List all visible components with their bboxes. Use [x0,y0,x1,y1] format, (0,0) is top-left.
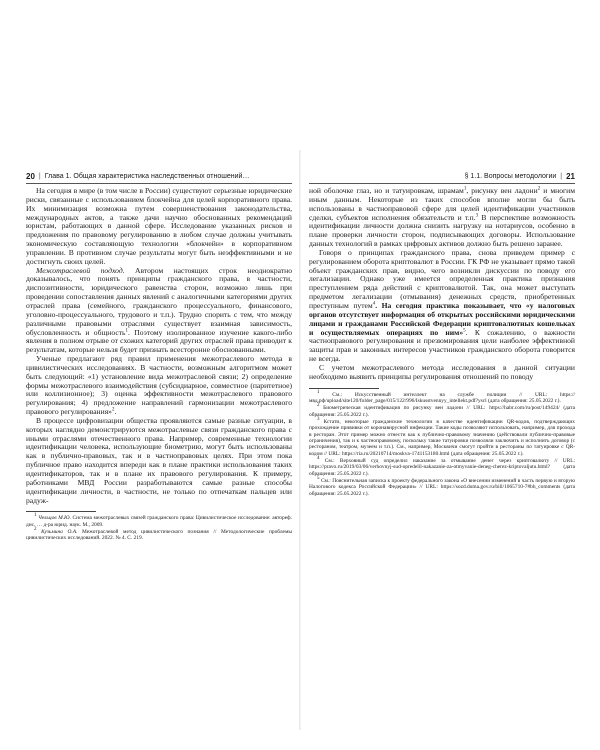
footnote: $^4$ См.: Верховный суд определил наказание за отмывание денег через криптовалюту // URL: https://pravo.ru/2019/03/06/verhovnyj-sud-opredelil-nakazanie-za-otmyvanie-deneg-cherez-kriptovaljutu.html? (дата обращения: 25.05.2022 г.). [309,456,575,477]
footnote-rule [309,388,379,389]
left-page-number: 20 [26,172,35,181]
footnote: $^2$ Биометрическая идентификация по рисунку вен ладони // URL: https://habr.com/ru/post/149424/ (дата обращения: 25.05.2022 г.). [309,403,575,418]
footnote: $^1$ Чельцов М.Ю. Система межотраслевых связей гражданского права: Цивилистическое исследование: автореф. дис. … д-ра юрид. наук. М., 2009. [26,513,292,528]
page-gutter [299,150,301,730]
footnote-rule [26,511,96,512]
footnote-ref: 1 [125,327,129,333]
running-head-separator: | [38,173,41,180]
right-page-number: 21 [566,172,575,181]
footnote: $^1$ См.: Искусственный интеллект на службе полиции // URL: https://мвд.рф/upload/site120/folder_page/015/122/996/Iskusstvennyy_intellekt.pdf?yscl (дата обращения: 25.05.2022 г.). [309,389,575,404]
running-head-separator: | [560,173,563,180]
footnote-ref: 3 [475,213,479,218]
footnote-ref: 5 [463,327,466,333]
footnote-ref: 1 [463,186,467,192]
paragraph: ной оболочке глаз, но и татуировкам, шрамам$^1$, рисунку вен ладони$^2$ и многим иным данным. Некоторые из таких способов вполне могли бы быть использованы в частноправовой сфере для целей идентификации участников сделки, субъектов исполнения обязательств и т.п.$^3$ В перспективе возможность идентификации личности должна снизить нагрузку на нотариусов, особенно в плане проверки личности сторон, подписывающих договоры. Использование данных технологий в рамках цифровых активов должно быть решено заранее. [309,186,576,249]
bold-passage: . На сегодня практика показывает, что «у налоговых органов отсутствует информация об открытых российскими юридическими лицами и гражданами Российской Федерации криптовалютных кошельках и осуществляемых операциях по ним» [309,300,575,337]
right-running-head [309,172,575,184]
footnote: $^2$ Кузьмина О.А. Межотраслевой метод цивилистического познания // Методологические проблемы цивилистических исследований. 2022. № 4. С. 219. [26,527,292,542]
paragraph: Ученые предлагают ряд правил применения межотраслевого метода в цивилистических исследованиях. В частности, возможным алгоритмом может быть следующий: «1) установление вида межотраслевой связи; 2) определение формы межотраслевого взаимодействия (субсидиарное, совместное (паритетное) или коллизионное); 3) оценка эффективности межотраслевого правового регулирования; 4) предложение направлений гармонизации межотраслевого правового регулирования»$^2$. [26,354,292,417]
paragraph: На сегодня в мире (в том числе в России) существуют серьезные юридические риски, связанные с использованием блокчейна для целей корпоративного права. Их минимизация возможна путем совершенствования законодательства, международных актов, а также дачи научно обоснованных рекомендаций юристам, работающих в данной сфере. Исследование указанных рисков и предложения по правовому регулированию в любом случае должны учитывать экономическую составляющую технологии «блокчейн» в корпоративном управлении. В противном случае результаты могут быть неэффективными и не достигнуть своих целей. [26,186,292,266]
paragraph: В процессе цифровизации общества проявляются самые разные ситуации, в которых наглядно демонстрируются межотраслевые связи гражданского права с иными отраслями отечественного права. Например, современные технологии идентификации человека, использующие биометрию, могут быть использованы как в публично-правовых, так и в частноправовых целях. При этом пока публичное право находится впереди как в плане практики использования таких идентификаторов, так и в плане их правового регулирования. К примеру, работниками МВД России разработываются самые разные способы идентификации личности, в частности, не только по отпечаткам пальцев или радуж- [26,415,292,505]
paragraph: С учетом межотраслевого метода исследования в данной ситуации необходимо выявить принципы регулирования отношений по поводу [309,362,575,381]
footnote-ref: 2 [111,407,115,413]
right-footnotes [309,389,575,498]
paragraph: Межотраслевой подход. Автором настоящих строк неоднократно доказывалось, что понять принципы гражданского права, в частности, диспозитивности, юридического равенства сторон, возможно лишь при проведении сопоставления данных явлений с аналогичными категориями других отраслей права (семейного, гражданского процессуального, финансового, уголовно-процессуального, трудового и т.п.). Трудно спорить с тем, что между различными правовыми отраслями существует взаимная зависимость, обусловленность и общность$^1$. Поэтому изолированное изучение какого-либо явления в полном отрыве от схожих категорий других отраслей права приводит к результатам, которые нельзя будет признать всесторонне обоснованными. [26,265,293,355]
left-body [26,187,292,505]
right-body [309,187,575,382]
left-footnotes [26,515,292,541]
footnote: $^5$ См.: Пояснительная записка к проекту федерального закона «О внесении изменений в часть первую и вторую Налогового кодекса Российской Федерации» // URL: https://sozd.duma.gov.ru/bill/1065710-7#bh_comments (дата обращения: 25.05.2022 г.). [309,476,575,497]
paragraph: Говоря о принципах гражданского права, снова приведем пример с регулированием оборота криптовалют в России. ГК РФ не указывает прямо такой объект гражданских прав, видно, чего возникли дискуссии по поводу его легализации. Однако уже имеется определенная практика признания преступлением ряда действий с криптовалютой. Так, она может выступать предметом легализации (отмывания) денежных средств, приобретенных преступным путем$^4$. На сегодня практика показывает, что «у налоговых органов отсутствует информация об открытых российскими юридическими лицами и гражданами Российской Федерации криптовалютных кошельках и осуществляемых операциях по ним»$^5$. К сожалению, о важности частноправового регулирования и презюмирования цели наиболее эффективной защиты прав и законных интересов участников гражданского оборота говорится не всегда. [309,247,575,364]
right-page [309,172,575,498]
left-page [26,172,292,543]
paragraph-lead: Межотраслевой подход. [36,265,125,275]
footnote-ref: 4 [372,301,376,307]
chapter-title: Глава 1. Общая характеристика наследственных отношений… [44,173,250,180]
footnote-ref: 2 [537,186,541,192]
section-title: § 1.1. Вопросы методологии [464,173,557,180]
footnote: $^3$ Кстати, некоторые гражданские технологии в качестве идентификации QR-кодов, подтверждающих прохождение прививки от коронавирусной инфекции. Такие коды позволяют использовать, например, для прохода в ресторан. Этот пример можно отнести как к публично-правовому значению (действовали публично-правовые ограничения), так и к частноправовому, поскольку такие татуировки позволяли заключить и исполнить договор (с рестораном, театром, музеем и т.п.). См., например, Москвичи смогут пройти в рестораны по татуировке с QR-кодом // URL: https://ria.ru/20210714/moskva-1741153180.html (дата обращения: 25.05.2022 г.). [309,417,575,457]
left-running-head [26,172,292,184]
